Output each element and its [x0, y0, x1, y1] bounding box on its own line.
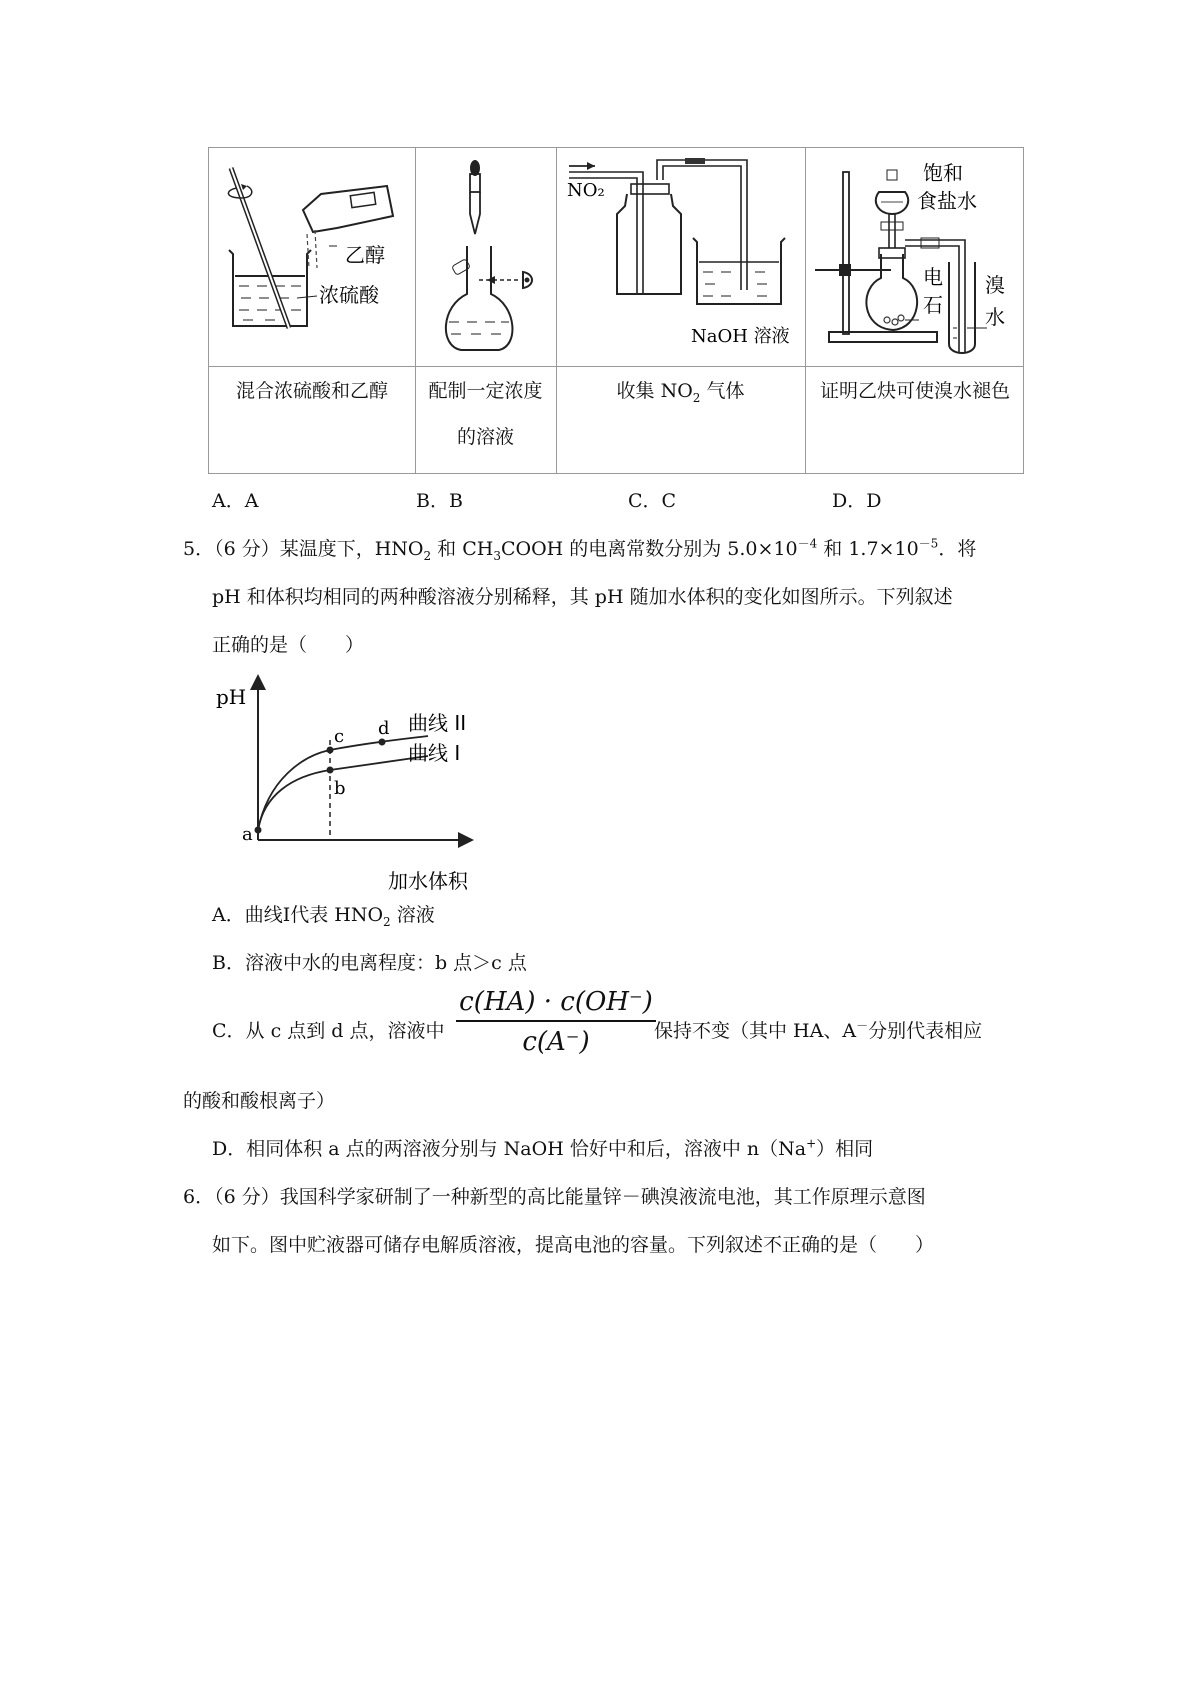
q4-option-d[interactable]: D．D: [832, 490, 882, 512]
label-d: d: [378, 718, 390, 739]
ph-dilution-graph: [212, 670, 502, 896]
label-conc-sulfuric-acid: 浓硫酸: [319, 283, 379, 307]
q5-option-a[interactable]: A．曲线Ⅰ代表 $HNO_2$ 溶液: [212, 904, 435, 929]
label-bromine: 溴: [985, 273, 1005, 297]
label-brine: 食盐水: [917, 189, 977, 213]
point-c: [327, 747, 334, 754]
fraction-expression: [456, 986, 656, 1058]
fraction-numerator: c(HA) · c(OH⁻): [459, 987, 653, 1017]
q5-number: 5．（6 分）: [183, 538, 280, 560]
label-naoh-solution: NaOH 溶液: [691, 326, 790, 347]
q5-line2: pH 和体积均相同的两种酸溶液分别稀释，其 pH 随加水体积的变化如图所示。下列叙述: [212, 586, 953, 608]
label-curve-ii: 曲线 II: [408, 711, 467, 735]
q6-line1: 6．（6 分）我国科学家研制了一种新型的高比能量锌－碘溴液流电池，其工作原理示意图: [183, 1186, 926, 1208]
label-ethanol: 乙醇: [345, 243, 385, 267]
label-c: c: [334, 726, 345, 747]
apparatus-a-image: [217, 158, 409, 358]
label-water: 水: [985, 305, 1005, 329]
label-calcium: 电: [923, 265, 943, 289]
point-a: [255, 827, 262, 834]
point-d: [379, 739, 386, 746]
label-a: a: [242, 824, 253, 845]
label-carbide: 石: [923, 293, 943, 317]
q6-line2: 如下。图中贮液器可储存电解质溶液，提高电池的容量。下列叙述不正确的是（ ）: [212, 1234, 935, 1256]
q5-option-c-tail: 保持不变（其中 HA、A－分别代表相应: [654, 1018, 983, 1042]
apparatus-table: [208, 147, 1024, 474]
q5-option-d[interactable]: D．相同体积 a 点的两溶液分别与 NaOH 恰好中和后，溶液中 n（Na+）相同: [212, 1136, 874, 1160]
point-b: [327, 767, 334, 774]
q5-option-b[interactable]: B．溶液中水的电离程度：b 点＞c 点: [212, 952, 527, 974]
label-b: b: [334, 778, 346, 799]
label-no2: NO₂: [567, 180, 605, 201]
label-saturated: 饱和: [923, 161, 963, 185]
fraction-bar: [456, 1020, 656, 1022]
caption-b-line2: 的溶液: [456, 426, 514, 448]
q5-option-c-line2: 的酸和酸根离子）: [183, 1090, 336, 1112]
q4-option-b[interactable]: B．B: [416, 490, 463, 512]
caption-b-line1: 配制一定浓度: [428, 380, 543, 402]
q5-option-c-lead[interactable]: C．从 c 点到 d 点，溶液中: [212, 1020, 445, 1042]
q5-line1: 5．（6 分）某温度下，$HNO_2$ 和 $CH_3COOH$ 的电离常数分别为 $5.0\times 10^{-4}$ 和 $1.7\times 10^{-5}$．将: [183, 536, 977, 563]
q4-option-a[interactable]: A．A: [212, 490, 259, 512]
x-axis-label: 加水体积: [388, 869, 468, 893]
fraction-denominator: c(A⁻): [522, 1027, 590, 1057]
apparatus-b-image: [421, 154, 551, 360]
caption-a: 混合浓硫酸和乙醇: [235, 380, 388, 402]
caption-c: 收集 $NO_2$ 气体: [616, 380, 745, 405]
caption-d: 证明乙炔可使溴水褪色: [819, 380, 1010, 402]
y-axis-label: pH: [216, 685, 247, 709]
label-curve-i: 曲线 I: [408, 741, 461, 765]
apparatus-d-image: [809, 152, 1021, 362]
apparatus-c-image: [561, 154, 801, 360]
q5-line3: 正确的是（ ）: [212, 634, 365, 656]
q4-option-c[interactable]: C．C: [628, 490, 677, 512]
